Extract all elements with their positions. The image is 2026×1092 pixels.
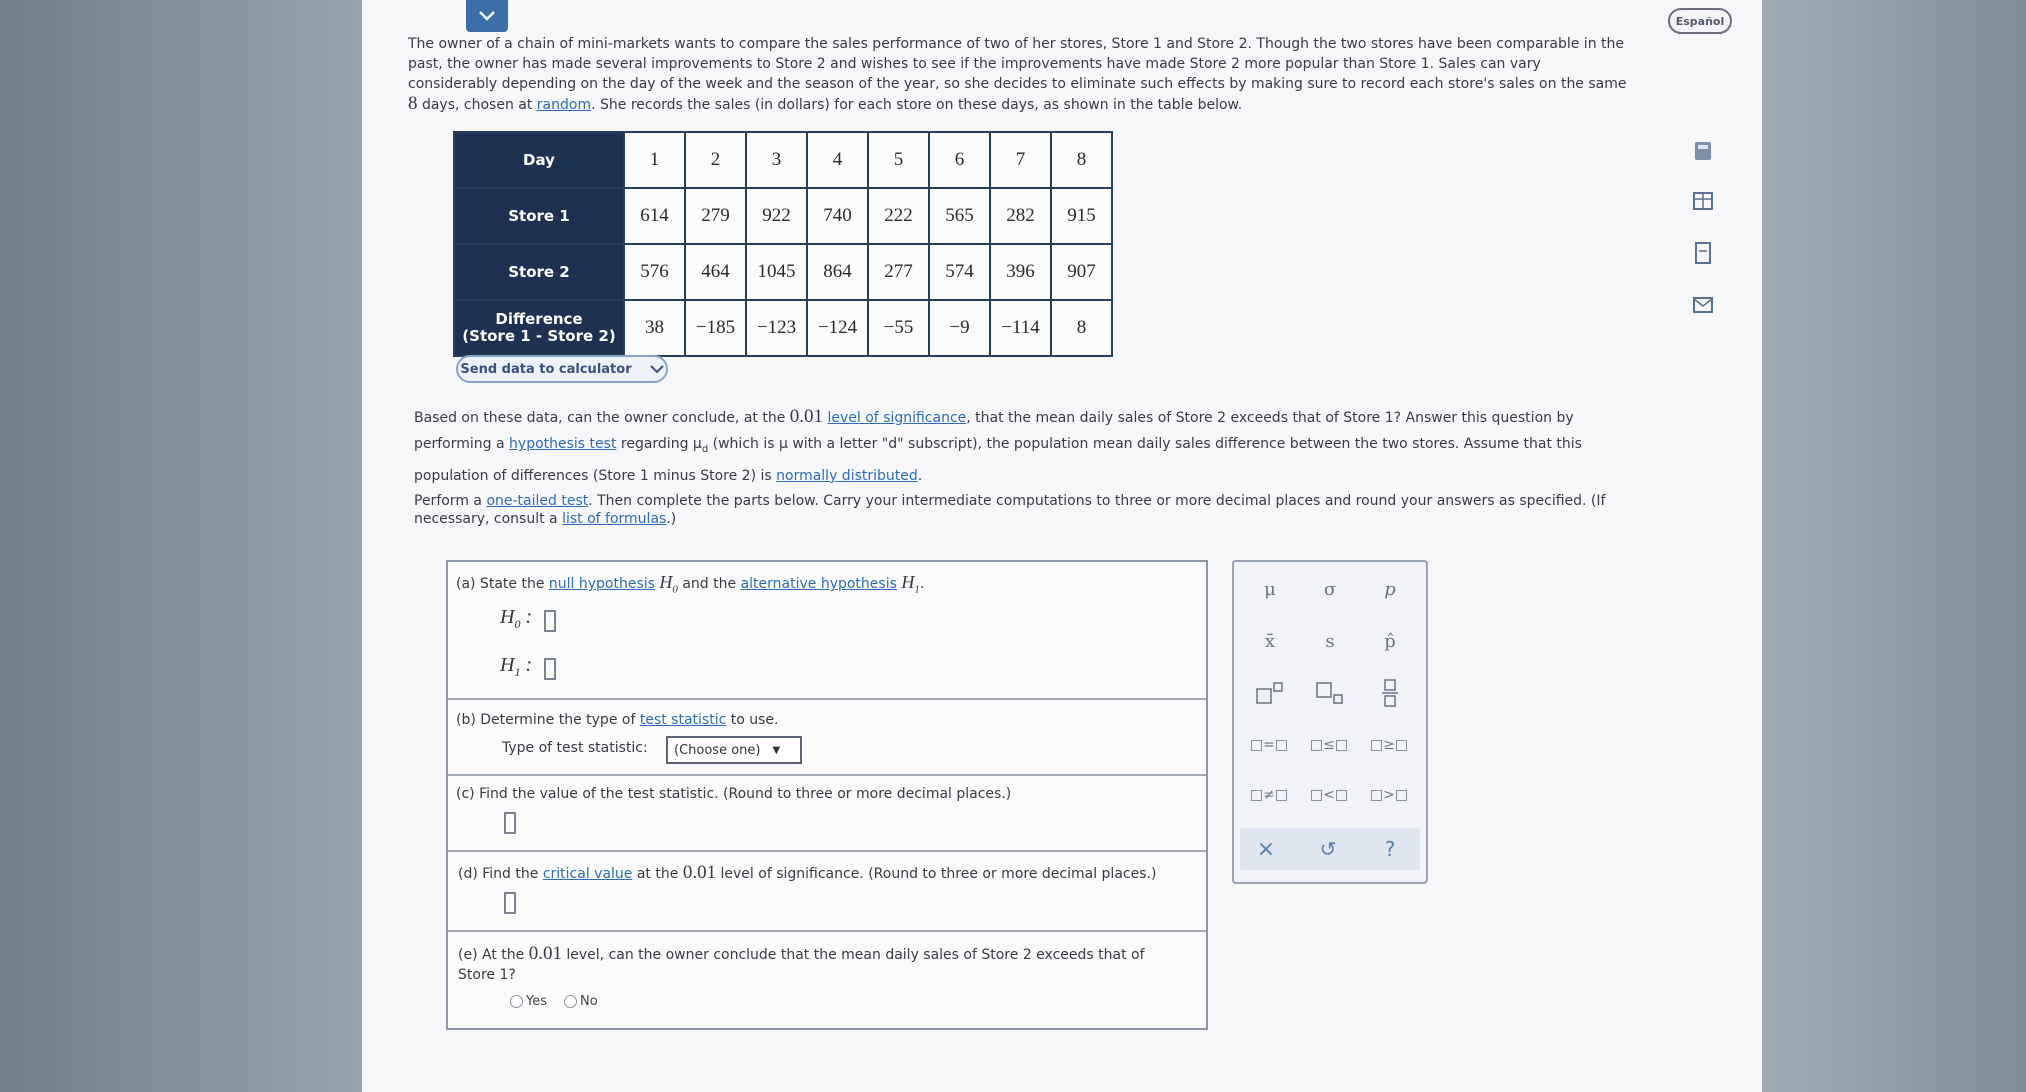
problem-intro — [408, 34, 1628, 115]
table-row-day — [454, 132, 1112, 188]
row-label-store2: Store 2 — [454, 244, 624, 300]
alpha-value: 0.01 — [682, 862, 717, 883]
subscript-button[interactable] — [1310, 676, 1350, 710]
random-link[interactable]: random — [536, 97, 592, 113]
greater-equal-button[interactable]: □≥□ — [1369, 737, 1409, 753]
test-statistic-input[interactable] — [504, 812, 516, 834]
day-cell: 2 — [685, 132, 746, 188]
h0-input[interactable] — [544, 610, 556, 632]
s-button[interactable]: s — [1325, 630, 1335, 652]
num-days: 8 — [408, 93, 418, 114]
document-icon[interactable] — [1692, 242, 1714, 264]
store2-cell: 1045 — [746, 244, 807, 300]
day-cell: 1 — [624, 132, 685, 188]
mu-button[interactable]: μ — [1264, 578, 1276, 600]
test-statistic-link[interactable]: test statistic — [639, 712, 727, 728]
part-e-text: level, can the owner conclude that the mean daily sales of Store 2 exceeds that of Store 1? — [458, 947, 1145, 983]
store1-cell: 222 — [868, 188, 929, 244]
mail-icon[interactable] — [1692, 294, 1714, 316]
calculator-icon[interactable] — [1692, 140, 1714, 162]
h1-input[interactable] — [544, 658, 556, 680]
part-e — [448, 932, 1206, 1028]
part-a-text: (a) State the — [456, 576, 549, 592]
sales-table — [453, 131, 1113, 357]
part-e-text: (e) At the — [458, 947, 529, 963]
q-text: Perform a — [414, 493, 487, 509]
mu-subscript: d — [701, 443, 709, 455]
critical-value-input[interactable] — [504, 892, 516, 914]
h0-sub: 0 — [514, 617, 521, 631]
one-tailed-test-link[interactable]: one-tailed test — [486, 493, 589, 509]
help-button[interactable]: ? — [1384, 837, 1396, 861]
store2-cell: 464 — [685, 244, 746, 300]
part-e-prompt — [458, 944, 1178, 985]
difference-cell: 38 — [624, 300, 685, 356]
day-cell: 5 — [868, 132, 929, 188]
chevron-down-icon — [478, 10, 496, 22]
h0-label: $H_0$ : — [500, 606, 533, 631]
store1-cell: 740 — [807, 188, 868, 244]
store1-cell: 282 — [990, 188, 1051, 244]
answer-panel — [446, 560, 1208, 1030]
list-of-formulas-link[interactable]: list of formulas — [562, 511, 667, 527]
yes-label: Yes — [526, 994, 547, 1009]
h0-sub: 0 — [672, 583, 678, 596]
part-b-text: (b) Determine the type of — [456, 712, 640, 728]
part-c — [448, 776, 1206, 852]
day-cell: 7 — [990, 132, 1051, 188]
h-letter: H — [500, 654, 515, 676]
part-d-prompt — [458, 862, 1156, 884]
difference-cell: −123 — [746, 300, 807, 356]
less-equal-button[interactable]: □≤□ — [1309, 737, 1349, 753]
test-statistic-select[interactable] — [666, 736, 802, 764]
undo-button[interactable]: ↺ — [1319, 837, 1337, 861]
day-cell: 4 — [807, 132, 868, 188]
part-c-prompt: (c) Find the value of the test statistic. (Round to three or more decimal places.) — [456, 786, 1012, 802]
subscript-icon — [1315, 681, 1345, 705]
part-d — [448, 852, 1206, 932]
part-b — [448, 700, 1206, 776]
store2-cell: 396 — [990, 244, 1051, 300]
row-label-store1: Store 1 — [454, 188, 624, 244]
alpha-value: 0.01 — [528, 943, 562, 964]
xbar-button[interactable]: x̄ — [1264, 630, 1276, 652]
send-data-label: Send data to calculator — [460, 361, 632, 377]
h1-label: $H_1$ : — [500, 654, 533, 679]
q-text: . — [917, 467, 923, 484]
store2-cell: 576 — [624, 244, 685, 300]
equals-button[interactable]: □=□ — [1249, 737, 1289, 753]
table-row-store2 — [454, 244, 1112, 300]
alpha-value: 0.01 — [789, 406, 824, 427]
q-text: .) — [666, 511, 677, 527]
q-text: regarding μ — [616, 436, 702, 452]
symbol-palette — [1232, 560, 1428, 884]
part-a — [448, 562, 1206, 700]
day-cell: 8 — [1051, 132, 1112, 188]
critical-value-link[interactable]: critical value — [542, 866, 633, 882]
q-text: . Then complete the parts below. Carry your intermediate computations to three or more decimal places and round your answers as specified. (If necessary, consult a — [414, 493, 1606, 527]
store2-cell: 864 — [807, 244, 868, 300]
row-label-difference: Difference (Store 1 - Store 2) — [454, 300, 624, 356]
store2-cell: 574 — [929, 244, 990, 300]
h1-sub: 1 — [914, 583, 920, 596]
h1-symbol — [901, 572, 920, 596]
test-statistic-type-label: Type of test statistic: — [502, 740, 648, 756]
hypothesis-test-link[interactable]: hypothesis test — [509, 436, 617, 452]
part-d-text: (d) Find the — [458, 866, 543, 882]
chevron-down-icon — [650, 365, 664, 374]
intro-text-2: days, chosen at — [417, 97, 537, 113]
difference-cell: −124 — [807, 300, 868, 356]
part-b-text: to use. — [726, 712, 779, 728]
level-of-significance-link[interactable]: level of significance — [827, 410, 967, 426]
question-paragraph — [414, 404, 1614, 489]
superscript-icon — [1255, 681, 1285, 705]
send-data-button[interactable] — [456, 355, 668, 383]
day-cell: 3 — [746, 132, 807, 188]
difference-cell: −185 — [685, 300, 746, 356]
difference-cell: −114 — [990, 300, 1051, 356]
part-b-prompt — [456, 712, 778, 728]
table-row-difference — [454, 300, 1112, 356]
h1-sub: 1 — [514, 665, 521, 679]
part-a-prompt: (a) State the null hypothesis $H_0$ and the alternative hypothesis $H_1$. — [456, 572, 925, 596]
no-radio[interactable] — [564, 994, 598, 1009]
h0-symbol — [659, 572, 678, 596]
intro-text-3: . She records the sales (in dollars) for each store on these days, as shown in the table below. — [591, 97, 1243, 113]
store2-cell: 907 — [1051, 244, 1112, 300]
fraction-button[interactable] — [1370, 676, 1410, 710]
instructions-paragraph — [414, 492, 1614, 528]
q-text: (which is μ with a letter "d" subscript), the population mean daily sales difference between the two stores. Assume that this population of differences (Store 1 minus Store 2) is — [414, 436, 1582, 484]
clear-button[interactable]: × — [1256, 836, 1276, 862]
store1-cell: 279 — [685, 188, 746, 244]
normally-distributed-link[interactable]: normally distributed — [776, 467, 918, 484]
row-label-day: Day — [454, 132, 624, 188]
fraction-icon — [1380, 678, 1400, 708]
day-cell: 6 — [929, 132, 990, 188]
difference-cell: −55 — [868, 300, 929, 356]
table-row-store1 — [454, 188, 1112, 244]
less-than-button[interactable]: □<□ — [1309, 787, 1349, 803]
radio-circle — [510, 995, 523, 1008]
greater-than-button[interactable]: □>□ — [1369, 787, 1409, 803]
store2-cell: 277 — [868, 244, 929, 300]
yes-radio[interactable] — [510, 994, 547, 1009]
dropdown-arrow-icon: ▼ — [772, 744, 781, 756]
phat-button[interactable]: p̂ — [1384, 630, 1396, 652]
part-d-text: at the — [632, 866, 683, 882]
h-letter: H — [901, 572, 915, 592]
q-text: , that the mean daily sales of Store 2 exceeds that of Store 1? Answer this question by performing a — [414, 410, 1574, 452]
not-equal-button[interactable]: □≠□ — [1249, 787, 1289, 803]
no-label: No — [580, 994, 598, 1009]
superscript-button[interactable] — [1250, 676, 1290, 710]
null-hypothesis-link[interactable]: null hypothesis — [548, 576, 655, 592]
store1-cell: 922 — [746, 188, 807, 244]
sigma-button[interactable]: σ — [1323, 578, 1337, 600]
collapse-tab[interactable] — [466, 0, 508, 32]
part-d-text: level of significance. (Round to three or more decimal places.) — [716, 866, 1157, 882]
language-button[interactable]: Español — [1668, 8, 1732, 34]
difference-cell: 8 — [1051, 300, 1112, 356]
h-letter: H — [659, 572, 673, 592]
h-letter: H — [500, 606, 515, 628]
radio-circle — [564, 995, 577, 1008]
select-value: (Choose one) — [674, 742, 761, 758]
intro-text: The owner of a chain of mini-markets wants to compare the sales performance of two of her stores, Store 1 and Store 2. Though the two stores have been comparable in the past, the owner has made several improvements to Store 2 and wishes to see if the improvements have made Store 2 more popular than Store 1. Sales can vary considerably depending on the day of the week and the season of the year, so she decides to eliminate such effects by making sure to record each store's sales on the same — [408, 36, 1627, 92]
data-table-icon[interactable] — [1692, 190, 1714, 212]
p-button[interactable]: p — [1384, 578, 1396, 600]
q-text: Based on these data, can the owner conclude, at the — [414, 410, 790, 426]
store1-cell: 614 — [624, 188, 685, 244]
part-a-text: and the — [677, 576, 741, 592]
store1-cell: 915 — [1051, 188, 1112, 244]
alternative-hypothesis-link[interactable]: alternative hypothesis — [740, 576, 897, 592]
difference-cell: −9 — [929, 300, 990, 356]
store1-cell: 565 — [929, 188, 990, 244]
